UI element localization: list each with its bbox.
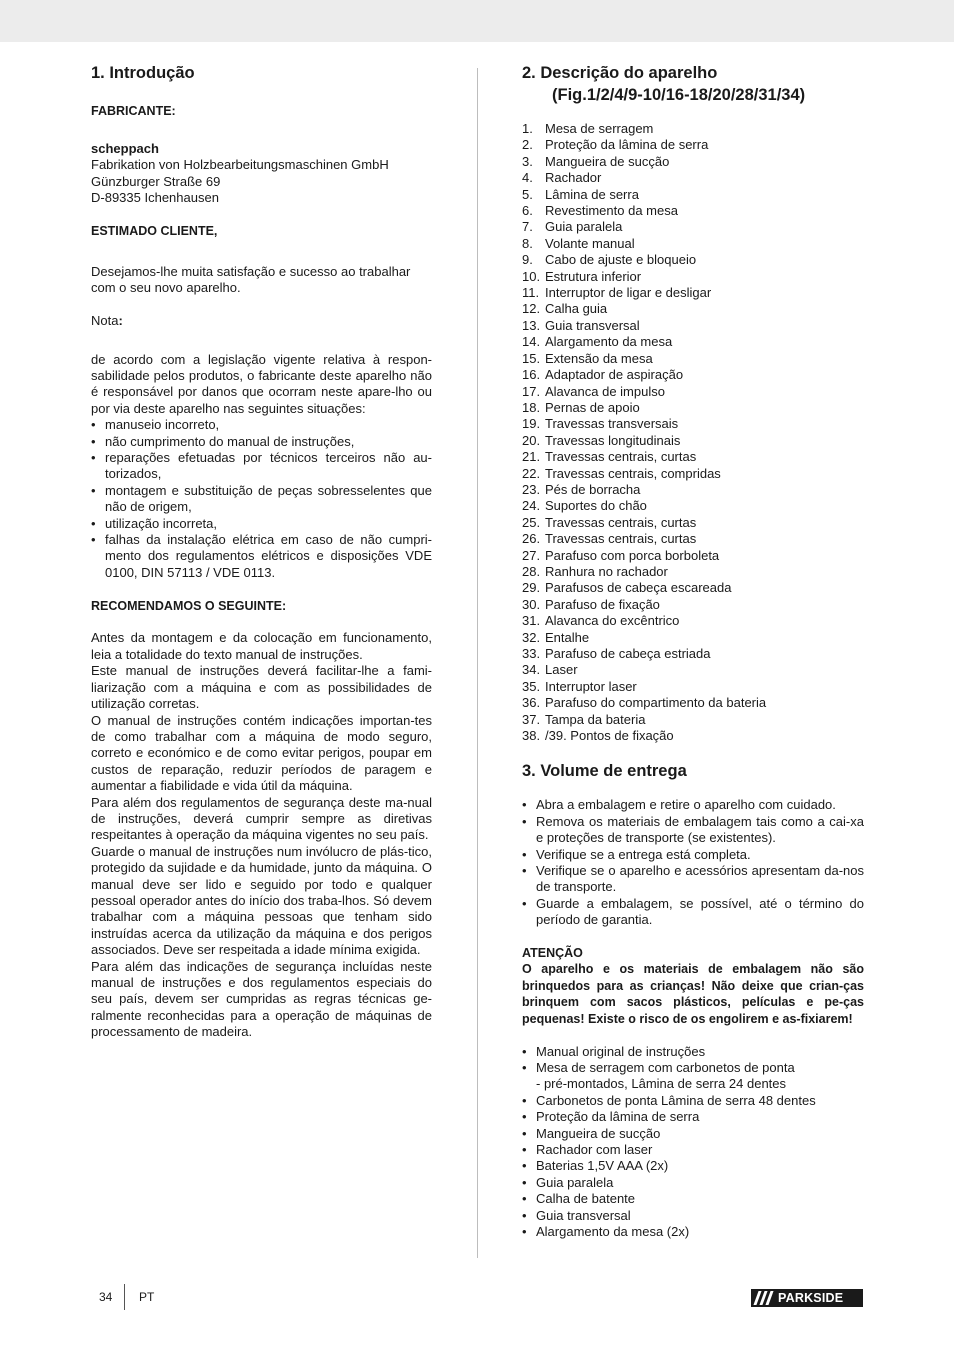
parts-list-item [522, 498, 864, 514]
item-text: Lâmina de serra [545, 186, 639, 202]
list-item: • Calha de batente [522, 1191, 864, 1207]
list-item: • utilização incorreta, [91, 516, 432, 532]
item-number: 19. [522, 416, 541, 432]
item-text: Revestimento da mesa [545, 203, 678, 219]
parts-list [522, 121, 864, 744]
parts-list-item [522, 482, 864, 498]
item-number: 11. [522, 285, 540, 301]
item-number: 33. [522, 646, 541, 661]
item-text: Travessas centrais, curtas [545, 531, 697, 547]
paragraph: Para além dos regulamentos de segurança deste ma-nual de instruções, deverá cumprir sempre as diretivas respeitantes à operação da máquina vigentes no seu país. [91, 794, 432, 843]
item-number: 12. [522, 301, 541, 317]
company-line: D-89335 Ichenhausen [91, 190, 219, 206]
list-item: • montagem e substituição de peças sobresselentes que não de origem, [91, 483, 432, 516]
parts-list-item [522, 154, 864, 170]
item-text: Calha guia [545, 301, 608, 317]
parts-list-item [522, 613, 864, 629]
parts-list-item [522, 564, 864, 580]
list-item: • Carbonetos de ponta Lâmina de serra 48 dentes [522, 1093, 864, 1109]
list-item: • não cumprimento do manual de instruções, [91, 434, 432, 450]
list-item: • Guia transversal [522, 1208, 864, 1224]
parts-list-item [522, 679, 864, 695]
list-item: • Mesa de serragem com carbonetos de ponta - pré-montados, Lâmina de serra 24 dentes [522, 1060, 864, 1093]
attention-label: ATENÇÃO [522, 946, 583, 961]
parts-list-item [522, 695, 864, 711]
page-number: 34 [99, 1290, 113, 1304]
paragraph: O manual de instruções contém indicações importan-tes de como trabalhar com a máquina de modo seguro, correto e económico e de como evitar perigos, poupar em custos de reparação, reduzir períodos de paragem e aumentar a fiabilidade e vida útil da máquina. [91, 712, 432, 794]
item-text: Parafuso do compartimento da bateria [545, 695, 767, 711]
item-number: 6. [522, 203, 533, 219]
list-item: • Rachador com laser [522, 1142, 864, 1158]
parts-list-item [522, 400, 864, 416]
item-text: Parafuso com porca borboleta [545, 547, 720, 563]
parts-list-item [522, 285, 864, 301]
parts-list-item [522, 170, 864, 186]
item-text: Rachador [545, 170, 602, 186]
parts-list-item [522, 728, 864, 744]
parts-list-item [522, 662, 864, 678]
list-item: • Proteção da lâmina de serra [522, 1109, 864, 1125]
item-text: Travessas centrais, compridas [545, 465, 721, 481]
item-number: 1. [522, 121, 533, 136]
item-text: Alavanca de impulso [545, 383, 665, 399]
item-number: 31. [522, 613, 541, 629]
item-number: 9. [522, 252, 533, 268]
parts-list-item [522, 252, 864, 268]
item-text: Cabo de ajuste e bloqueio [545, 252, 697, 268]
list-item: • Baterias 1,5V AAA (2x) [522, 1158, 864, 1174]
item-text: Travessas centrais, curtas [545, 449, 697, 465]
item-number: 16. [522, 367, 541, 383]
parts-list-item [522, 416, 864, 432]
section-3-title: 3. Volume de entrega [522, 762, 687, 781]
item-number: 27. [522, 547, 541, 563]
parkside-logo [751, 1289, 863, 1307]
list-item: • Manual original de instruções [522, 1044, 864, 1060]
item-text: Proteção da lâmina de serra [545, 137, 709, 153]
item-text: Guia paralela [545, 219, 623, 235]
parts-list-item [522, 203, 864, 219]
list-item: • Guia paralela [522, 1175, 864, 1191]
paragraph: Este manual de instruções deverá facilitar-lhe a fami-liarização com a máquina e com as possibilidades de utilização corretas. [91, 663, 432, 712]
item-number: 2. [522, 137, 533, 153]
item-number: 36. [522, 695, 541, 711]
parts-list-item [522, 433, 864, 449]
list-item: • Verifique se a entrega está completa. [522, 847, 864, 863]
parts-list-item [522, 137, 864, 153]
item-number: 14. [522, 334, 541, 350]
item-number: 22. [522, 465, 541, 481]
item-text: Ranhura no rachador [545, 563, 668, 579]
item-number: 26. [522, 531, 541, 547]
item-number: 17. [522, 383, 541, 399]
parts-list-item [522, 630, 864, 646]
item-text: Interruptor laser [545, 678, 637, 694]
item-number: 20. [522, 432, 541, 448]
item-number: 18. [522, 399, 541, 415]
column-divider [477, 68, 478, 1258]
manufacturer-label: FABRICANTE: [91, 104, 176, 118]
item-number: 35. [522, 678, 541, 694]
item-number: 25. [522, 514, 541, 530]
item-number: 37. [522, 711, 541, 727]
right-column [522, 62, 864, 1240]
item-text: Interruptor de ligar e desligar [545, 285, 712, 301]
item-number: 7. [522, 219, 533, 235]
list-item: • Abra a embalagem e retire o aparelho com cuidado. [522, 797, 864, 813]
item-number: 4. [522, 170, 533, 186]
item-text: Pés de borracha [545, 481, 641, 497]
item-text: Parafusos de cabeça escareada [545, 580, 732, 596]
parts-list-item [522, 384, 864, 400]
item-text: Mangueira de sucção [545, 153, 670, 169]
company-line: Günzburger Straße 69 [91, 173, 221, 189]
parts-list-item [522, 548, 864, 564]
item-number: 34. [522, 662, 541, 678]
item-text: Adaptador de aspiração [545, 367, 684, 383]
item-number: 28. [522, 563, 541, 579]
item-text: Entalhe [545, 629, 590, 645]
item-number: 5. [522, 186, 533, 202]
item-text: Alavanca do excêntrico [545, 613, 680, 629]
parts-list-item [522, 367, 864, 383]
parts-list-item [522, 351, 864, 367]
parts-list-item [522, 449, 864, 465]
footer-divider [124, 1284, 125, 1310]
delivery-steps [522, 797, 864, 928]
welcome-text: Desejamos-lhe muita satisfação e sucesso ao trabalhar com o seu novo aparelho. [91, 263, 411, 296]
item-number: 21. [522, 449, 541, 465]
item-number: 32. [522, 629, 541, 645]
item-text: Suportes do chão [545, 498, 647, 514]
parts-list-item [522, 515, 864, 531]
dear-customer-label: ESTIMADO CLIENTE, [91, 223, 218, 238]
paragraph: Para além das indicações de segurança incluídas neste manual de instruções e dos regulamentos especiais do seu país, devem ser cumpridas as regras técnicas ge-ralmente reconhecidas para a operação de máquinas de processamento de madeira. [91, 958, 432, 1040]
item-text: Volante manual [545, 235, 635, 251]
logo-stripes-icon [754, 1289, 776, 1307]
list-item: • Alargamento da mesa (2x) [522, 1224, 864, 1240]
parts-list-item [522, 269, 864, 285]
item-number: 23. [522, 481, 541, 497]
parts-list-item [522, 121, 864, 137]
parts-list-item [522, 531, 864, 547]
item-text: Travessas transversais [545, 416, 679, 432]
brand-name: PARKSIDE [778, 1291, 844, 1305]
paragraph: Guarde o manual de instruções num invólucro de plás-tico, protegido da sujidade e da humidade, junto da máquina. O manual deve ser lido e seguido por todo e qualquer pessoal operador antes do início dos traba-lhos. Só devem trabalhar com a máquina pessoas que tenham sido instruídas acerca da utilização da máquina e dos perigos associados. Deve ser respeitada a idade mínima exigida. [91, 843, 432, 958]
item-number: 30. [522, 596, 541, 612]
parts-list-item [522, 334, 864, 350]
item-text: /39. Pontos de fixação [545, 728, 674, 744]
company-name: scheppach [91, 140, 159, 156]
company-line: Fabrikation von Holzbearbeitungsmaschinen GmbH [91, 157, 389, 173]
list-item: • falhas da instalação elétrica em caso de não cumpri-mento dos regulamentos elétricos e disposições VDE 0100, DIN 57113 / VDE 0113. [91, 532, 432, 581]
list-item: • manuseio incorreto, [91, 417, 432, 433]
paragraph: Antes da montagem e da colocação em funcionamento, leia a totalidade do texto manual de instruções. [91, 630, 432, 662]
language-code: PT [139, 1290, 155, 1304]
top-gray-band [0, 0, 954, 42]
item-number: 3. [522, 153, 533, 169]
item-text: Travessas longitudinais [545, 432, 681, 448]
recommend-label: RECOMENDAMOS O SEGUINTE: [91, 598, 287, 613]
item-text: Parafuso de fixação [545, 596, 660, 612]
parts-list-item [522, 318, 864, 334]
section-1-title: 1. Introdução [91, 64, 195, 82]
contents-list [522, 1044, 864, 1241]
item-text: Tampa da bateria [545, 711, 646, 727]
note-label: Nota: [91, 312, 123, 328]
parts-list-item [522, 580, 864, 596]
item-text: Laser [545, 662, 578, 678]
item-text: Pernas de apoio [545, 399, 640, 415]
section-2-title: 2. Descrição do aparelho (Fig.1/2/4/9-10/16-18/20/28/31/34) [522, 64, 806, 104]
left-column [91, 62, 432, 1041]
parts-list-item [522, 236, 864, 252]
item-number: 13. [522, 317, 541, 333]
item-number: 38. [522, 728, 541, 744]
parts-list-item [522, 466, 864, 482]
liability-list [91, 417, 432, 581]
item-number: 24. [522, 498, 541, 514]
parts-list-item [522, 219, 864, 235]
list-item: • Mangueira de sucção [522, 1126, 864, 1142]
item-text: Travessas centrais, curtas [545, 514, 697, 530]
parts-list-item [522, 187, 864, 203]
list-item: • Remova os materiais de embalagem tais como a cai-xa e proteções de transporte (se existentes). [522, 814, 864, 847]
item-number: 15. [522, 350, 541, 366]
parts-list-item [522, 301, 864, 317]
list-item: • reparações efetuadas por técnicos terceiros não au-torizados, [91, 450, 432, 483]
item-text: Extensão da mesa [545, 350, 653, 366]
parts-list-item [522, 597, 864, 613]
list-item: • Guarde a embalagem, se possível, até o término do período de garantia. [522, 896, 864, 929]
parts-list-item [522, 712, 864, 728]
item-number: 10. [522, 268, 541, 284]
item-number: 8. [522, 235, 533, 251]
attention-text: O aparelho e os materiais de embalagem não são brinquedos para as crianças! Não deixe que crian-ças brinquem com sacos plásticos, películas e pe-ças pequenas! Existe o risco de os engolirem e as-fixiarem! [522, 962, 864, 1026]
item-text: Alargamento da mesa [545, 334, 673, 350]
parts-list-item [522, 646, 864, 662]
item-number: 29. [522, 580, 541, 596]
list-item: • Verifique se o aparelho e acessórios apresentam da-nos de transporte. [522, 863, 864, 896]
item-text: Estrutura inferior [545, 268, 642, 284]
item-text: Mesa de serragem [545, 121, 654, 136]
item-text: Parafuso de cabeça estriada [545, 646, 711, 661]
liability-text: de acordo com a legislação vigente relativa à respon-sabilidade pelos produtos, o fabricante deste aparelho não é responsável por danos que ocorram neste apare-lho ou por via deste aparelho nas seguintes situações: [91, 351, 432, 416]
item-text: Guia transversal [545, 317, 640, 333]
